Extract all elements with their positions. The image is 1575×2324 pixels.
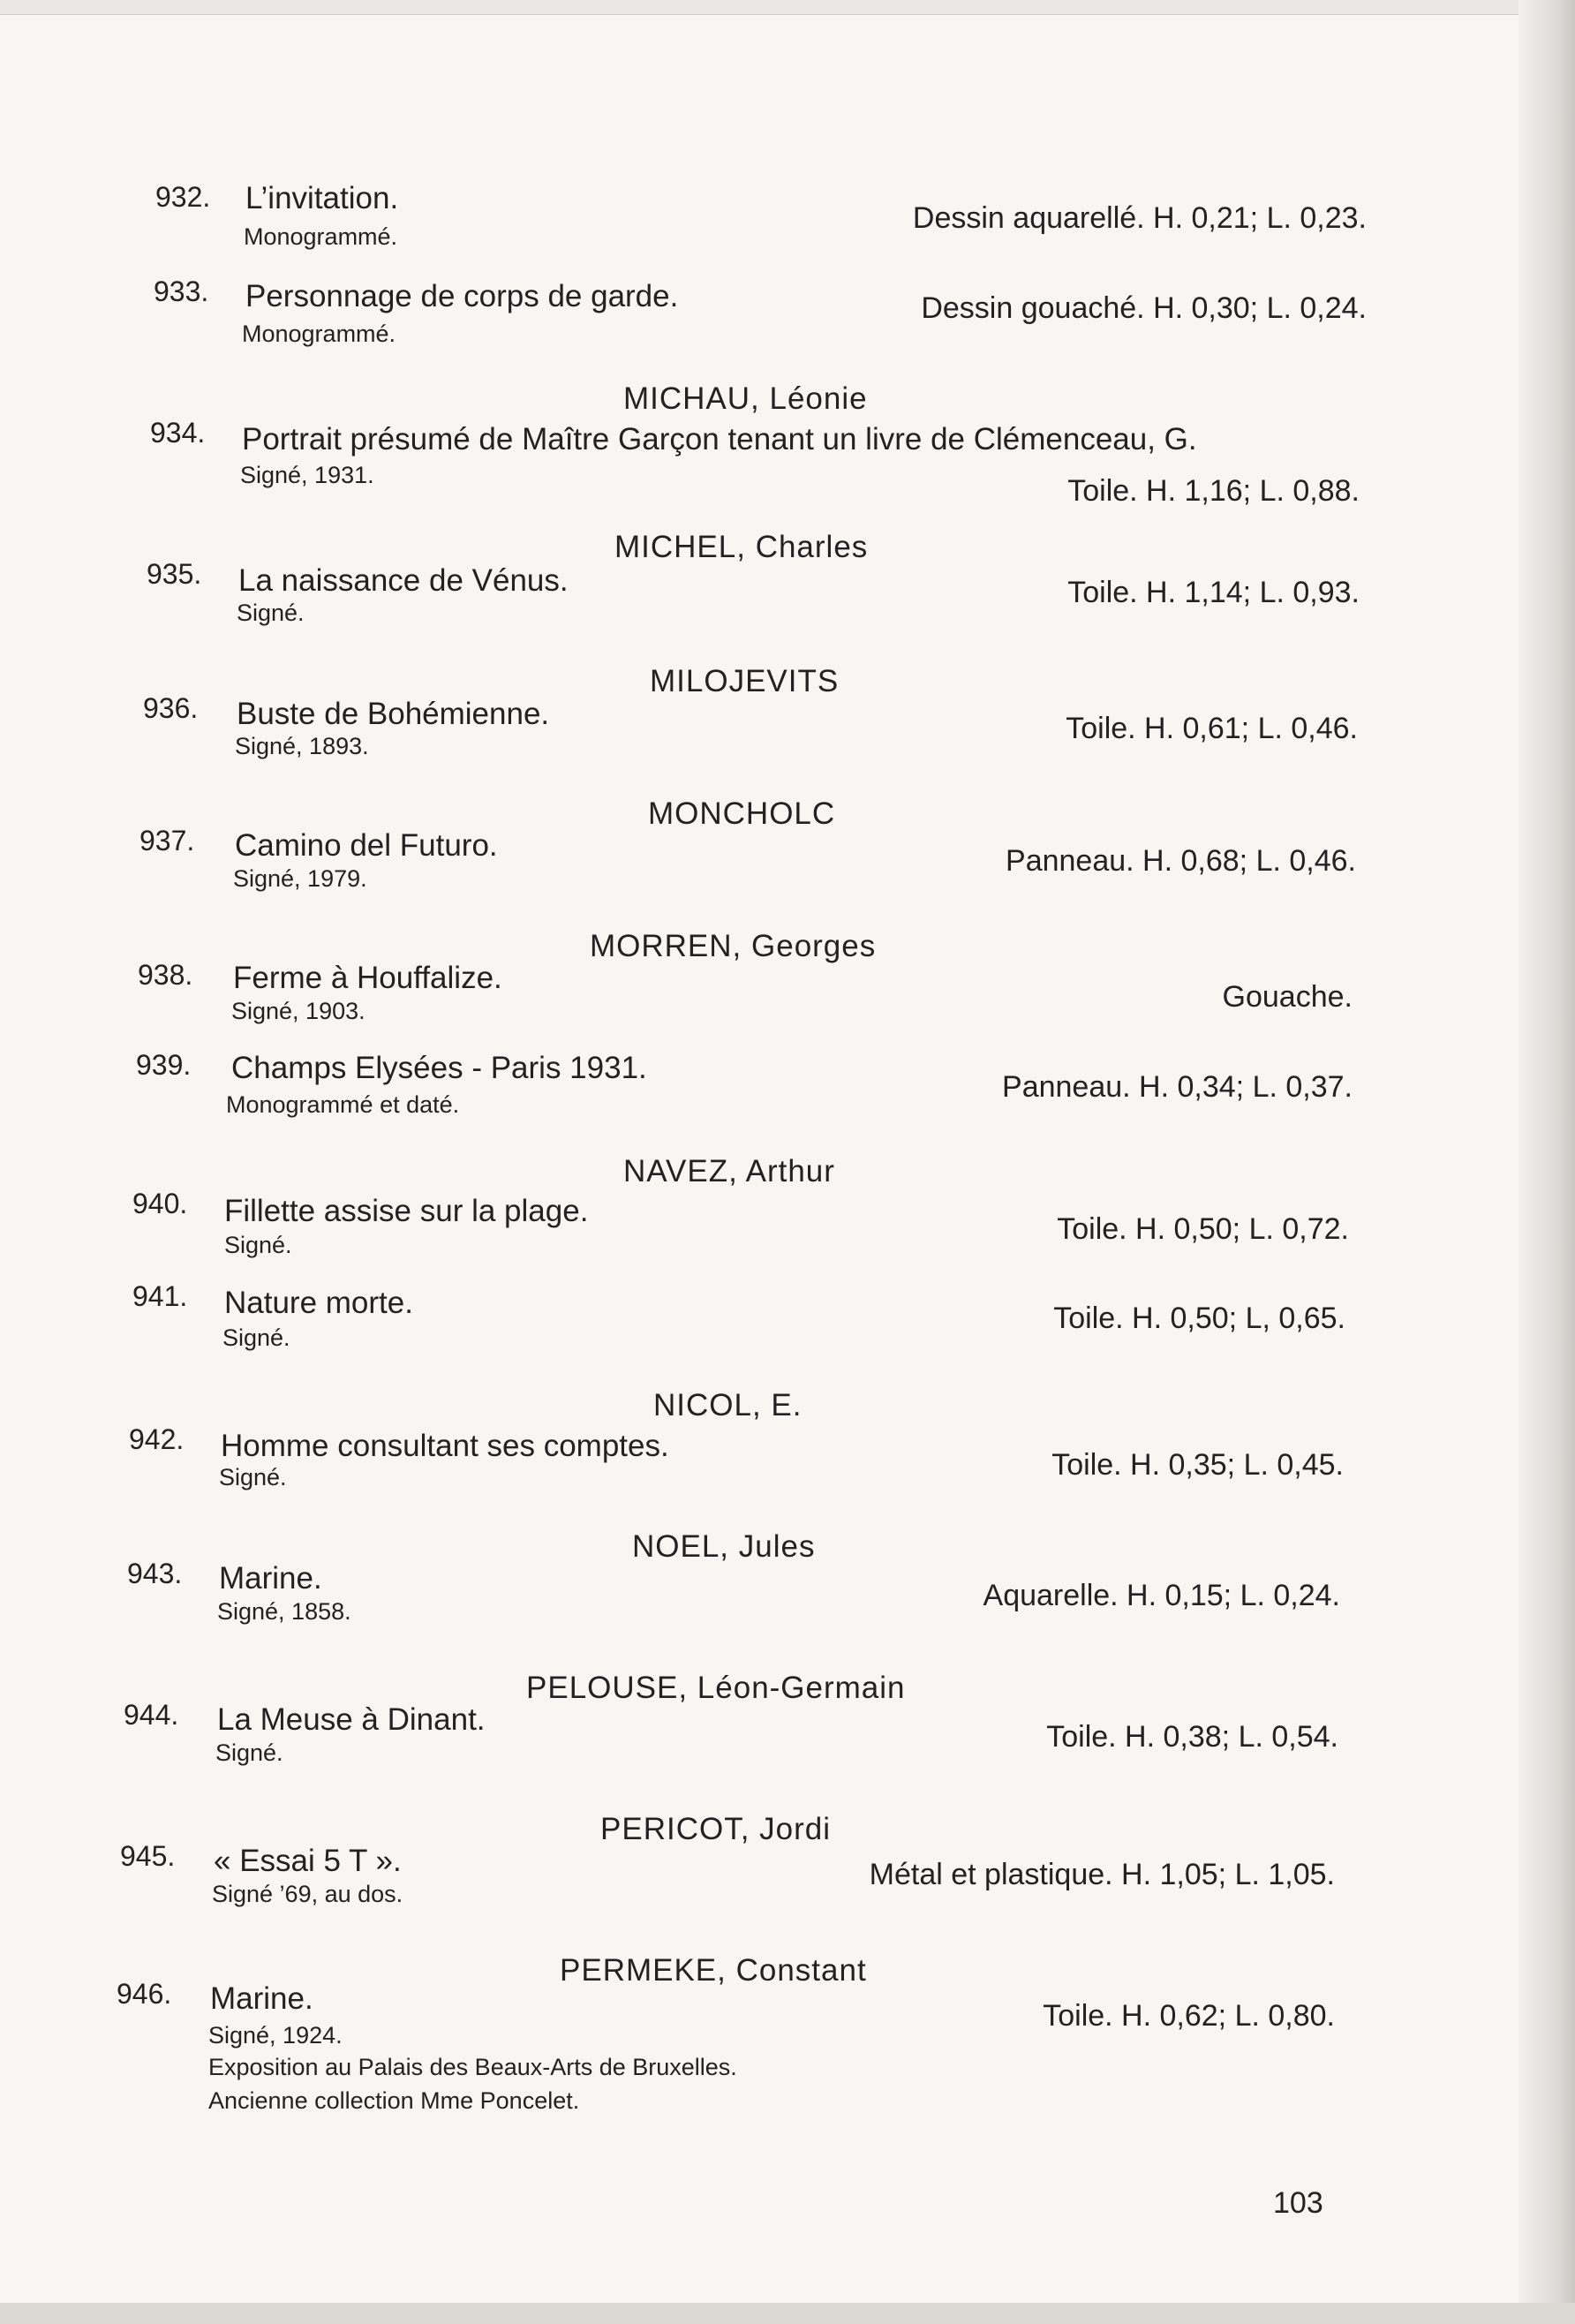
entry-number: 933.	[154, 275, 209, 307]
entry-title: Camino del Futuro.	[235, 828, 498, 863]
entry-number: 939.	[136, 1049, 192, 1081]
entry-technique: Toile. H. 0,35; L. 0,45.	[1051, 1448, 1344, 1482]
artist-name: MICHEL, Charles	[614, 530, 869, 564]
entry-title: Ferme à Houffalize.	[233, 961, 502, 995]
entry-number: 946.	[117, 1978, 172, 2010]
artist-name: MORREN, Georges	[590, 929, 877, 963]
entry-detail: Signé, 1924.	[208, 2022, 343, 2049]
entry-detail: Monogrammé.	[244, 223, 398, 250]
entry-title: Marine.	[219, 1561, 322, 1596]
page-top-edge	[0, 0, 1575, 15]
entry-title: Champs Elysées - Paris 1931.	[231, 1051, 647, 1085]
page-right-edge	[1518, 0, 1575, 2324]
artist-name: MICHAU, Léonie	[623, 381, 868, 416]
entry-number: 943.	[127, 1558, 183, 1589]
entry-title: Fillette assise sur la plage.	[224, 1194, 589, 1228]
entry-title: Personnage de corps de garde.	[245, 279, 679, 313]
entry-number: 945.	[120, 1840, 176, 1872]
entry-number: 944.	[124, 1699, 179, 1731]
entry-number: 940.	[132, 1188, 188, 1219]
entry-number: 941.	[132, 1280, 188, 1312]
artist-name: NOEL, Jules	[632, 1529, 816, 1564]
entry-title: Homme consultant ses comptes.	[221, 1429, 669, 1463]
artist-name: NAVEZ, Arthur	[623, 1154, 835, 1188]
entry-technique: Dessin gouaché. H. 0,30; L. 0,24.	[921, 291, 1367, 325]
artist-name: NICOL, E.	[653, 1388, 803, 1422]
entry-title: Marine.	[210, 1981, 313, 2016]
entry-detail: Signé.	[219, 1464, 287, 1490]
artist-name: MONCHOLC	[648, 796, 836, 831]
entry-technique: Toile. H. 1,14; L. 0,93.	[1067, 576, 1360, 609]
page-number: 103	[1273, 2186, 1323, 2220]
artist-name: PERICOT, Jordi	[600, 1812, 831, 1846]
entry-technique: Panneau. H. 0,34; L. 0,37.	[1002, 1070, 1353, 1104]
entry-title: Nature morte.	[224, 1286, 413, 1320]
entry-detail: Ancienne collection Mme Poncelet.	[208, 2087, 580, 2114]
artist-name: PERMEKE, Constant	[560, 1953, 867, 1988]
entry-detail: Signé ’69, au dos.	[212, 1881, 403, 1907]
entry-technique: Dessin aquarellé. H. 0,21; L. 0,23.	[912, 201, 1367, 235]
entry-number: 932.	[155, 181, 211, 213]
artist-name: PELOUSE, Léon-Germain	[526, 1671, 906, 1705]
entry-detail: Signé.	[222, 1324, 290, 1351]
entry-number: 936.	[143, 692, 199, 724]
entry-technique: Aquarelle. H. 0,15; L. 0,24.	[983, 1579, 1340, 1612]
entry-title: Buste de Bohémienne.	[237, 697, 550, 731]
entry-technique: Toile. H. 0,62; L. 0,80.	[1043, 1999, 1335, 2033]
entry-detail: Signé, 1979.	[233, 865, 367, 892]
entry-number: 935.	[147, 558, 202, 590]
entry-number: 934.	[150, 417, 206, 449]
entry-detail: Signé, 1903.	[231, 998, 365, 1024]
entry-detail: Signé, 1893.	[235, 733, 369, 759]
entry-detail: Monogrammé.	[242, 321, 396, 347]
page-bottom-edge	[0, 2303, 1575, 2324]
entry-detail: Signé.	[215, 1739, 283, 1766]
entry-detail: Exposition au Palais des Beaux-Arts de Bruxelles.	[208, 2054, 737, 2080]
entry-technique: Panneau. H. 0,68; L. 0,46.	[1006, 844, 1356, 878]
entry-detail: Signé, 1858.	[217, 1598, 351, 1625]
entry-technique: Gouache.	[1222, 980, 1353, 1014]
artist-name: MILOJEVITS	[650, 664, 840, 698]
entry-number: 938.	[138, 959, 193, 991]
entry-number: 942.	[129, 1423, 185, 1455]
entry-technique: Toile. H. 0,50; L. 0,72.	[1057, 1212, 1349, 1246]
entry-title: Portrait présumé de Maître Garçon tenant un livre de Clémenceau, G.	[242, 422, 1197, 456]
entry-technique: Métal et plastique. H. 1,05; L. 1,05.	[869, 1858, 1335, 1891]
entry-title: La naissance de Vénus.	[238, 563, 569, 598]
entry-number: 937.	[139, 825, 195, 856]
entry-technique: Toile. H. 0,50; L, 0,65.	[1053, 1302, 1345, 1335]
entry-title: La Meuse à Dinant.	[217, 1702, 486, 1737]
entry-technique: Toile. H. 0,61; L. 0,46.	[1066, 712, 1358, 745]
entry-detail: Monogrammé et daté.	[226, 1091, 460, 1118]
entry-detail: Signé, 1931.	[240, 462, 374, 488]
entry-title: « Essai 5 T ».	[214, 1844, 402, 1878]
entry-title: L’invitation.	[245, 181, 399, 215]
entry-technique: Toile. H. 0,38; L. 0,54.	[1046, 1720, 1338, 1754]
entry-detail: Signé.	[237, 600, 305, 626]
entry-technique: Toile. H. 1,16; L. 0,88.	[1067, 474, 1360, 508]
entry-detail: Signé.	[224, 1232, 292, 1258]
